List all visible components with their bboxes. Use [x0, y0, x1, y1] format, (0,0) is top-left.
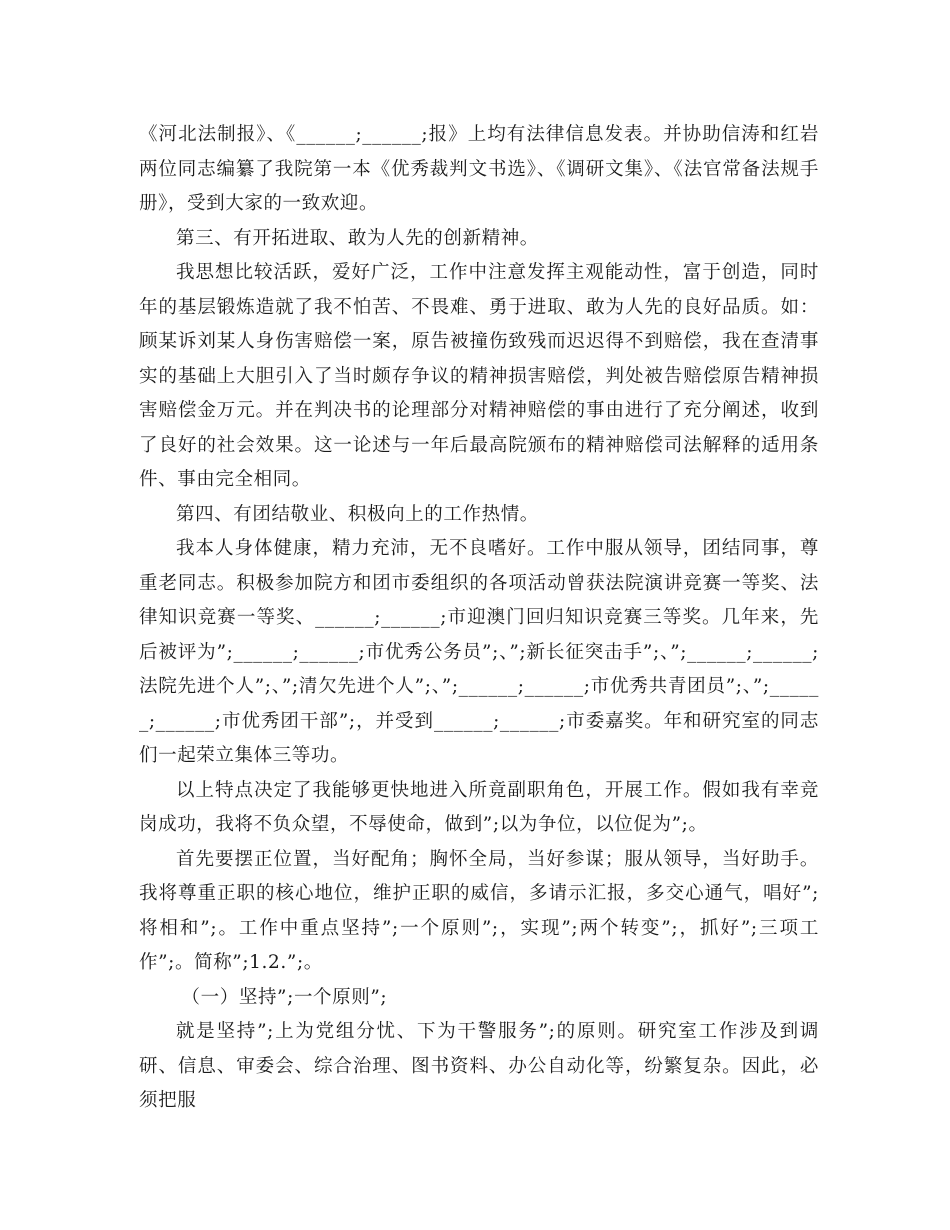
document-body: [139, 118, 819, 1119]
heading-third-point: 第三、有开拓进取、敢为人先的创新精神。: [176, 227, 539, 249]
paragraph-continuation: 《河北法制报》、《______;______;报》上均有法律信息发表。并协助信涛和红岩两位同志编纂了我院第一本《优秀裁判文书选》、《调研文集》、《法官常备法规手册》，受到大家的一致欢迎。: [139, 124, 819, 214]
paragraph-principle: 就是坚持”;上为党组分忧、下为干警服务”;的原则。研究室工作涉及到调研、信息、审委会、综合治理、图书资料、办公自动化等，纷繁复杂。因此，必须把服: [139, 1021, 819, 1111]
heading-one-principle: （一）坚持”;一个原则”;: [181, 986, 388, 1008]
paragraph-role: 以上特点决定了我能够更快地进入所竟副职角色，开展工作。假如我有幸竞岗成功，我将不负众望，不辱使命，做到”;以为争位，以位促为”;。: [139, 779, 819, 835]
paragraph-teamwork: 我本人身体健康，精力充沛，无不良嗜好。工作中服从领导，团结同事，尊重老同志。积极参加院方和团市委组织的各项活动曾获法院演讲竞赛一等奖、法律知识竞赛一等奖、______;______;市迎澳门回归知识竞赛三等奖。几年来，先后被评为”;______;______;市优秀公务员”;、”;新长征突击手”;、”;______;______;法院先进个人”;、”;清欠先进个人”;、”;______;______;市优秀共青团员”;、”;______;______;市优秀团干部”;，并受到______;______;市委嘉奖。年和研究室的同志们一起荣立集体三等功。: [139, 538, 819, 766]
paragraph-position: 首先要摆正位置，当好配角；胸怀全局，当好参谋；服从领导，当好助手。我将尊重正职的核心地位，维护正职的威信，多请示汇报，多交心通气，唱好”;将相和”;。工作中重点坚持”;一个原则”;，实现”;两个转变”;，抓好”;三项工作”;。简称”;1.2.”;。: [139, 848, 819, 973]
paragraph-innovation: 我思想比较活跃，爱好广泛，工作中注意发挥主观能动性，富于创造，同时年的基层锻炼造就了我不怕苦、不畏难、勇于进取、敢为人先的良好品质。如：顾某诉刘某人身伤害赔偿一案，原告被撞伤致残而迟迟得不到赔偿，我在查清事实的基础上大胆引入了当时颇存争议的精神损害赔偿，判处被告赔偿原告精神损害赔偿金万元。并在判决书的论理部分对精神赔偿的事由进行了充分阐述，收到了良好的社会效果。这一论述与一年后最高院颁布的精神赔偿司法解释的适用条件、事由完全相同。: [139, 262, 819, 490]
heading-fourth-point: 第四、有团结敬业、积极向上的工作热情。: [176, 503, 539, 525]
